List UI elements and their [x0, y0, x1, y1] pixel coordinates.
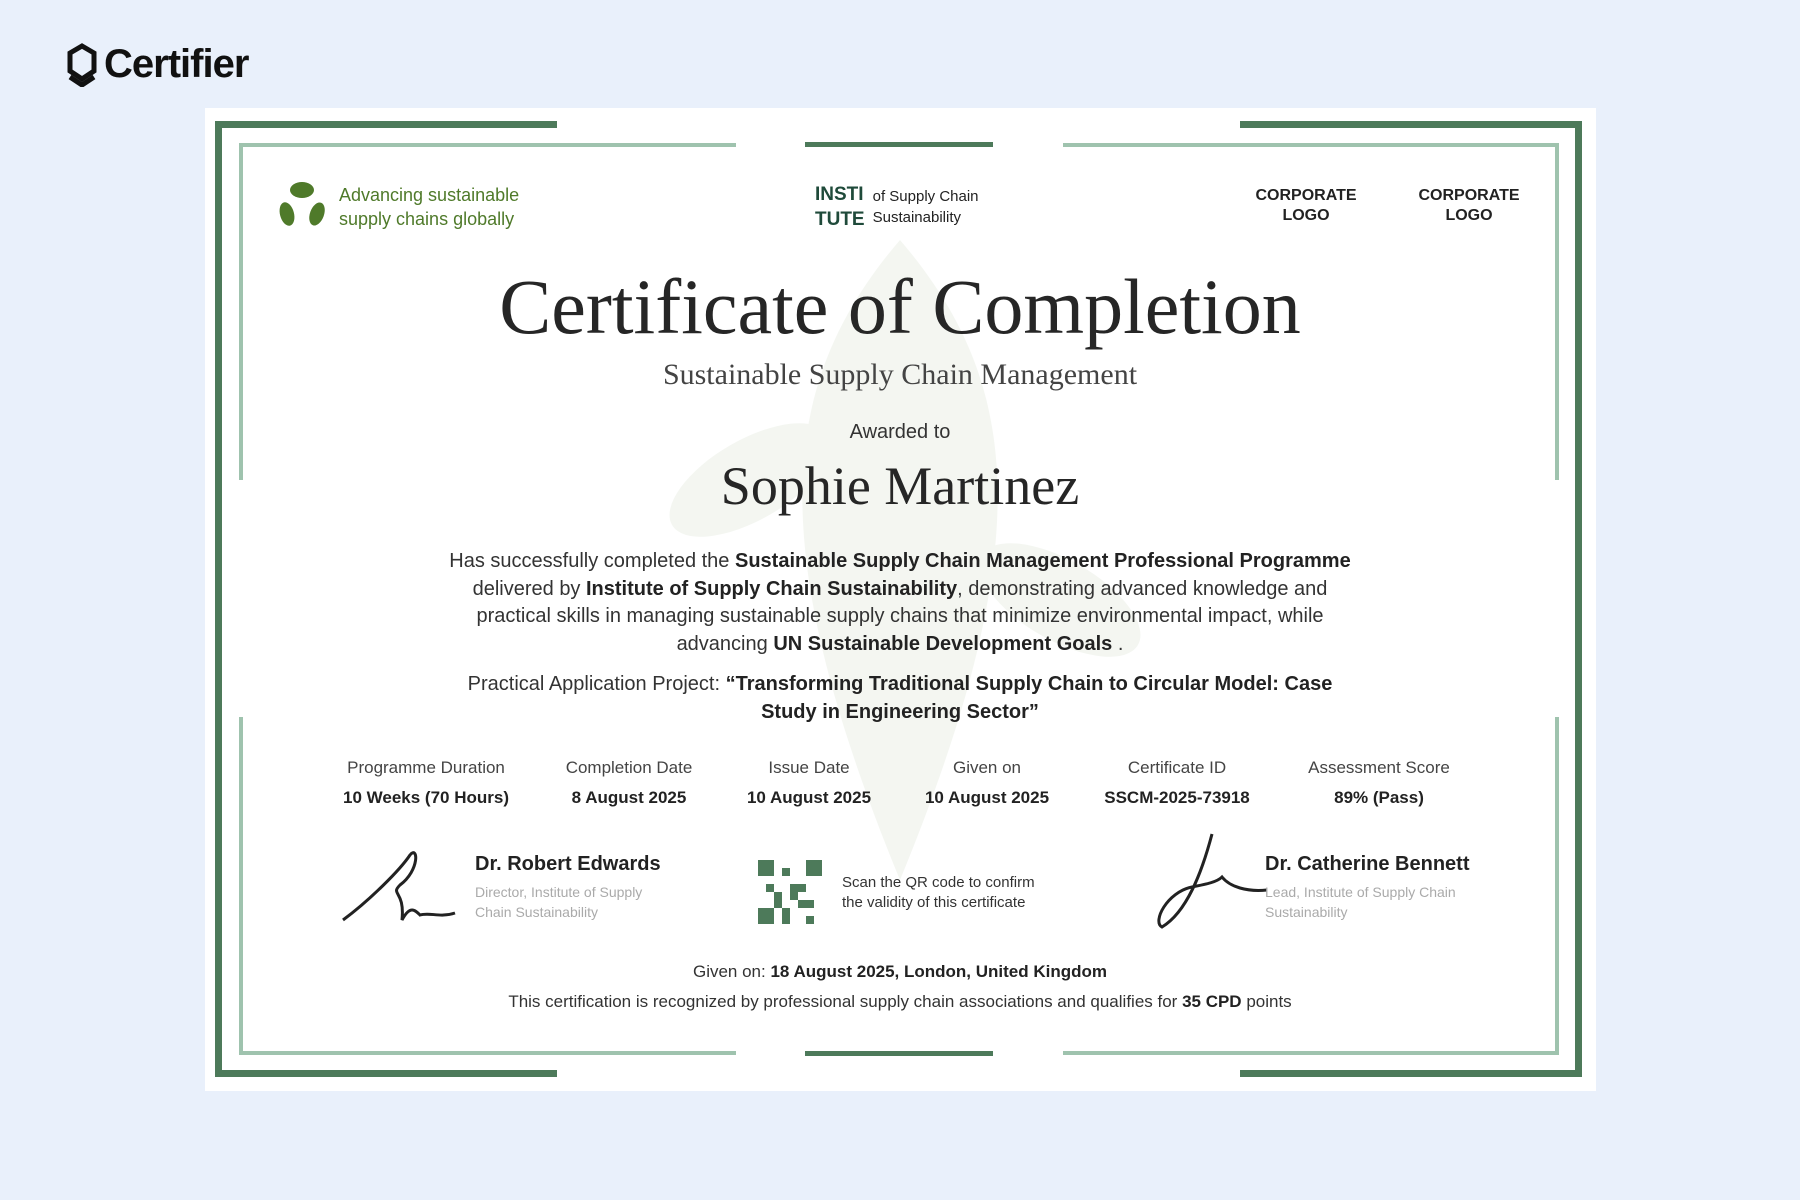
inst-text: of Supply Chain: [872, 188, 979, 205]
inst-text: Sustainability: [872, 209, 961, 226]
signer-role: Lead, Institute of Supply Chain Sustainability: [1265, 884, 1456, 920]
certifier-shield-icon: [66, 43, 98, 87]
frame-segment: [215, 1070, 557, 1077]
corporate-logo-1: CORPORATE LOGO: [1255, 187, 1357, 224]
frame-segment: [805, 142, 993, 147]
body-text: delivered by: [472, 577, 586, 600]
recognition-line: [0, 992, 1800, 1012]
corporate-logo-2: CORPORATE LOGO: [1418, 187, 1520, 224]
signature-edwards-icon: [340, 850, 460, 925]
recipient-name: Sophie Martinez: [720, 456, 1080, 516]
detail-label: Assessment Score: [1308, 758, 1450, 777]
project: [450, 670, 1350, 726]
inst-text: INSTI: [815, 184, 864, 205]
certifier-logo: [66, 42, 248, 87]
signature-bennett-icon: [1152, 832, 1272, 930]
frame-segment: [1240, 1070, 1582, 1077]
frame-segment: [1240, 121, 1582, 128]
detail-value: 8 August 2025: [571, 788, 687, 807]
detail-label: Given on: [952, 758, 1022, 777]
inst-text: TUTE: [815, 209, 865, 230]
detail-value: 89% (Pass): [1334, 788, 1424, 807]
signer-name: Dr. Robert Edwards: [475, 853, 661, 875]
tagline: [339, 183, 519, 231]
qr-text: the validity of this certificate: [842, 894, 1026, 911]
project-label: Practical Application Project:: [467, 673, 726, 695]
institute-name: Institute of Supply Chain Sustainability: [586, 577, 958, 600]
detail-completion: [529, 758, 729, 808]
awarded-to-label: Awarded to: [849, 421, 951, 443]
brand-name: Certifier: [104, 42, 249, 86]
body-text: Has successfully completed the: [449, 550, 735, 572]
certificate-subtitle: Sustainable Supply Chain Management: [662, 358, 1138, 391]
institute-logo: [815, 182, 979, 232]
detail-value: 10 August 2025: [746, 788, 872, 807]
certificate-title: Certificate of Completion: [499, 263, 1301, 350]
detail-label: Completion Date: [565, 758, 693, 777]
signature-block-2: [1265, 853, 1469, 922]
given-on-line: [0, 962, 1800, 982]
detail-given: [887, 758, 1087, 808]
detail-score: [1279, 758, 1479, 808]
tagline-line: Advancing sustainable: [339, 185, 520, 205]
project-title: “Transforming Traditional Supply Chain to Circular Model: Case Study in Engineering Sector”: [725, 673, 1333, 723]
given-label: Given on:: [692, 962, 771, 981]
recognition-text: This certification is recognized by professional supply chain associations and qualifies for: [508, 992, 1183, 1011]
detail-value: 10 Weeks (70 Hours): [343, 788, 509, 807]
qr-text: Scan the QR code to confirm: [842, 874, 1035, 891]
tagline-line: supply chains globally: [339, 209, 515, 229]
certificate-body: [440, 548, 1360, 658]
detail-value: SSCM-2025-73918: [1104, 788, 1250, 807]
given-value: 18 August 2025, London, United Kingdom: [770, 962, 1108, 981]
programme-name: Sustainable Supply Chain Management Professional Programme: [734, 550, 1351, 572]
frame-segment: [239, 1051, 736, 1055]
qr-code-icon[interactable]: [758, 860, 822, 924]
qr-caption: [842, 873, 1035, 913]
detail-issue: [709, 758, 909, 808]
frame-segment: [1063, 143, 1559, 147]
frame-segment: [215, 121, 557, 128]
body-text: , demonstrating advanced knowledge and practical skills in managing sustainable supply chains that minimize environmental impact, while advancing: [476, 577, 1328, 655]
frame-segment: [805, 1051, 993, 1056]
detail-certificate-id: [1077, 758, 1277, 808]
signer-name: Dr. Catherine Bennett: [1265, 853, 1470, 875]
detail-duration: [326, 758, 526, 808]
signer-role: Director, Institute of Supply Chain Sustainability: [475, 884, 643, 920]
detail-label: Certificate ID: [1127, 758, 1227, 777]
recognition-text: points: [1241, 992, 1292, 1011]
recycle-leaves-icon: [277, 180, 327, 230]
body-text: .: [1112, 632, 1124, 655]
detail-value: 10 August 2025: [924, 788, 1050, 807]
frame-segment: [1063, 1051, 1559, 1055]
frame-segment: [239, 143, 736, 147]
sdg-text: UN Sustainable Development Goals: [773, 632, 1113, 655]
detail-label: Programme Duration: [347, 758, 505, 777]
signature-block-1: [475, 853, 675, 922]
cpd-points: 35 CPD: [1182, 992, 1242, 1011]
detail-label: Issue Date: [768, 758, 850, 777]
